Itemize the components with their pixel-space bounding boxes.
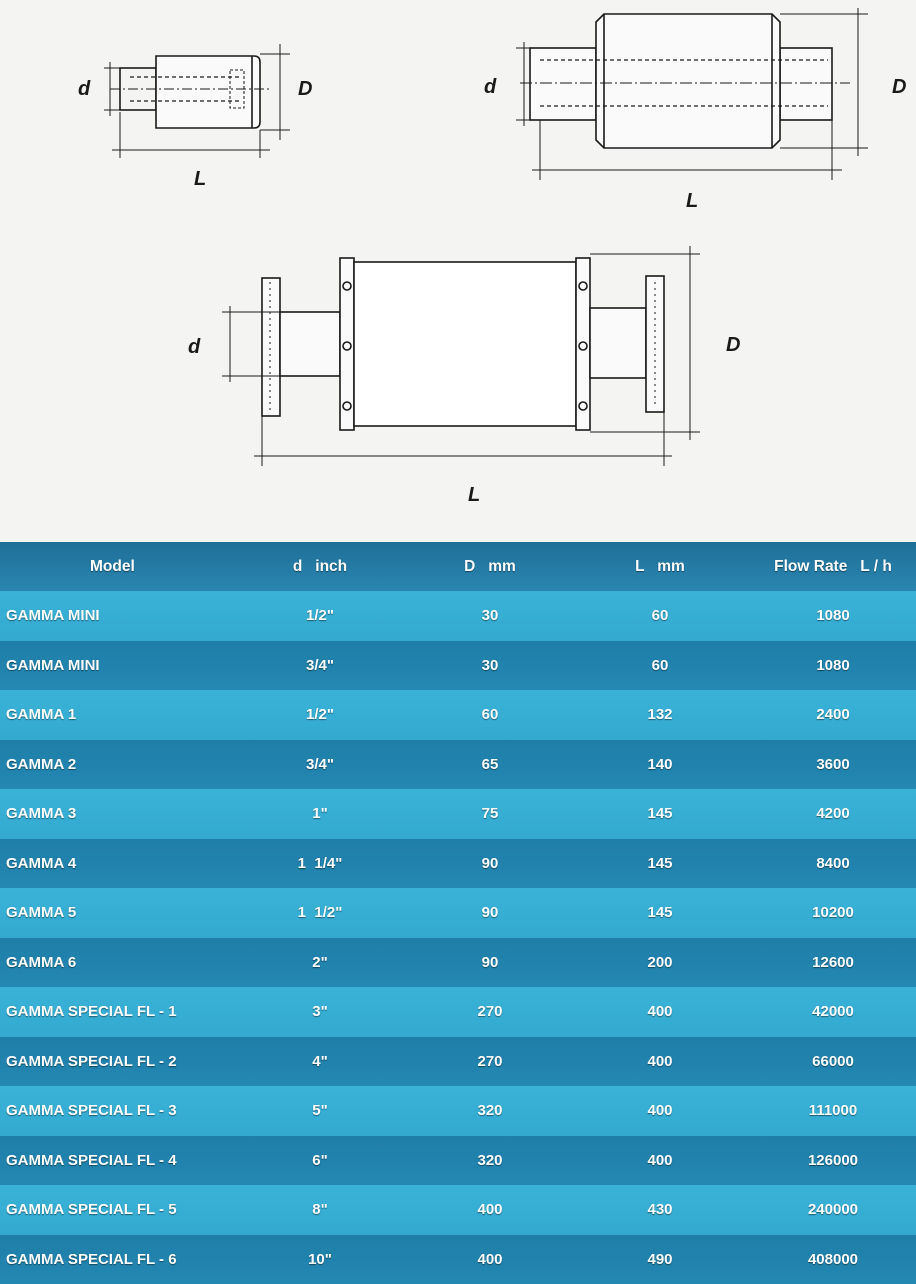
- cell-d-inch: 1/2": [250, 591, 390, 641]
- table-row: [0, 1136, 916, 1186]
- cell-d-inch: 3/4": [250, 740, 390, 790]
- cell-D-mm: 65: [420, 740, 560, 790]
- cell-D-mm: 90: [420, 938, 560, 988]
- table-row: [0, 938, 916, 988]
- medium-d-label: d: [484, 76, 496, 99]
- cell-L-mm: 400: [590, 1037, 730, 1087]
- cell-D-mm: 30: [420, 641, 560, 691]
- cell-d-inch: 1 1/2": [250, 888, 390, 938]
- header-model: Model: [90, 542, 135, 591]
- table-body: [0, 591, 916, 1284]
- cell-d-inch: 2": [250, 938, 390, 988]
- table-row: [0, 591, 916, 641]
- medium-L-label: L: [686, 190, 698, 213]
- table-row: [0, 641, 916, 691]
- specifications-table: [0, 542, 916, 1280]
- cell-d-inch: 5": [250, 1086, 390, 1136]
- cell-model: GAMMA SPECIAL FL - 1: [6, 987, 177, 1037]
- header-d-inch: d inch: [250, 542, 390, 591]
- header-flow-rate: Flow Rate L / h: [760, 542, 906, 591]
- cell-flow-rate: 408000: [760, 1235, 906, 1284]
- flanged-fitting-drawing: [222, 246, 700, 466]
- cell-flow-rate: 111000: [760, 1086, 906, 1136]
- cell-flow-rate: 240000: [760, 1185, 906, 1235]
- cell-flow-rate: 12600: [760, 938, 906, 988]
- cell-L-mm: 400: [590, 1136, 730, 1186]
- cell-model: GAMMA 1: [6, 690, 76, 740]
- technical-drawings: [0, 0, 916, 540]
- cell-L-mm: 145: [590, 789, 730, 839]
- table-row: [0, 1185, 916, 1235]
- cell-model: GAMMA SPECIAL FL - 3: [6, 1086, 177, 1136]
- cell-model: GAMMA 5: [6, 888, 76, 938]
- table-row: [0, 740, 916, 790]
- cell-model: GAMMA 3: [6, 789, 76, 839]
- cell-flow-rate: 1080: [760, 591, 906, 641]
- cell-L-mm: 400: [590, 987, 730, 1037]
- cell-L-mm: 60: [590, 641, 730, 691]
- cell-flow-rate: 8400: [760, 839, 906, 889]
- flanged-L-label: L: [468, 484, 480, 507]
- table-row: [0, 987, 916, 1037]
- cell-d-inch: 6": [250, 1136, 390, 1186]
- cell-D-mm: 400: [420, 1235, 560, 1284]
- cell-model: GAMMA 6: [6, 938, 76, 988]
- cell-D-mm: 30: [420, 591, 560, 641]
- cell-L-mm: 140: [590, 740, 730, 790]
- cell-d-inch: 1/2": [250, 690, 390, 740]
- table-header-row: [0, 542, 916, 591]
- cell-L-mm: 145: [590, 839, 730, 889]
- cell-L-mm: 60: [590, 591, 730, 641]
- table-row: [0, 1235, 916, 1284]
- medium-fitting-drawing: [516, 8, 868, 180]
- cell-model: GAMMA SPECIAL FL - 5: [6, 1185, 177, 1235]
- cell-flow-rate: 2400: [760, 690, 906, 740]
- cell-d-inch: 1 1/4": [250, 839, 390, 889]
- cell-flow-rate: 4200: [760, 789, 906, 839]
- table-row: [0, 1086, 916, 1136]
- cell-model: GAMMA MINI: [6, 591, 100, 641]
- header-D-mm: D mm: [420, 542, 560, 591]
- cell-D-mm: 75: [420, 789, 560, 839]
- cell-L-mm: 145: [590, 888, 730, 938]
- cell-model: GAMMA 4: [6, 839, 76, 889]
- small-L-label: L: [194, 168, 206, 191]
- table-row: [0, 888, 916, 938]
- cell-flow-rate: 42000: [760, 987, 906, 1037]
- small-d-label: d: [78, 78, 90, 101]
- small-fitting-drawing: [104, 44, 290, 158]
- cell-flow-rate: 126000: [760, 1136, 906, 1186]
- cell-flow-rate: 66000: [760, 1037, 906, 1087]
- table-row: [0, 839, 916, 889]
- cell-D-mm: 60: [420, 690, 560, 740]
- table-row: [0, 690, 916, 740]
- cell-d-inch: 4": [250, 1037, 390, 1087]
- cell-flow-rate: 10200: [760, 888, 906, 938]
- cell-D-mm: 320: [420, 1136, 560, 1186]
- table-row: [0, 1037, 916, 1087]
- cell-D-mm: 320: [420, 1086, 560, 1136]
- table-row: [0, 789, 916, 839]
- cell-flow-rate: 3600: [760, 740, 906, 790]
- cell-L-mm: 400: [590, 1086, 730, 1136]
- cell-L-mm: 430: [590, 1185, 730, 1235]
- cell-model: GAMMA SPECIAL FL - 6: [6, 1235, 177, 1284]
- flanged-d-label: d: [188, 336, 200, 359]
- cell-flow-rate: 1080: [760, 641, 906, 691]
- cell-D-mm: 270: [420, 987, 560, 1037]
- cell-model: GAMMA MINI: [6, 641, 100, 691]
- cell-model: GAMMA 2: [6, 740, 76, 790]
- cell-D-mm: 90: [420, 888, 560, 938]
- cell-L-mm: 490: [590, 1235, 730, 1284]
- cell-model: GAMMA SPECIAL FL - 2: [6, 1037, 177, 1087]
- small-D-label: D: [298, 78, 312, 101]
- medium-D-label: D: [892, 76, 906, 99]
- cell-D-mm: 270: [420, 1037, 560, 1087]
- cell-d-inch: 10": [250, 1235, 390, 1284]
- cell-d-inch: 1": [250, 789, 390, 839]
- cell-d-inch: 3/4": [250, 641, 390, 691]
- cell-d-inch: 8": [250, 1185, 390, 1235]
- header-L-mm: L mm: [590, 542, 730, 591]
- cell-model: GAMMA SPECIAL FL - 4: [6, 1136, 177, 1186]
- cell-L-mm: 200: [590, 938, 730, 988]
- flanged-D-label: D: [726, 334, 740, 357]
- cell-d-inch: 3": [250, 987, 390, 1037]
- drawings-svg: [0, 0, 916, 540]
- cell-D-mm: 400: [420, 1185, 560, 1235]
- cell-L-mm: 132: [590, 690, 730, 740]
- cell-D-mm: 90: [420, 839, 560, 889]
